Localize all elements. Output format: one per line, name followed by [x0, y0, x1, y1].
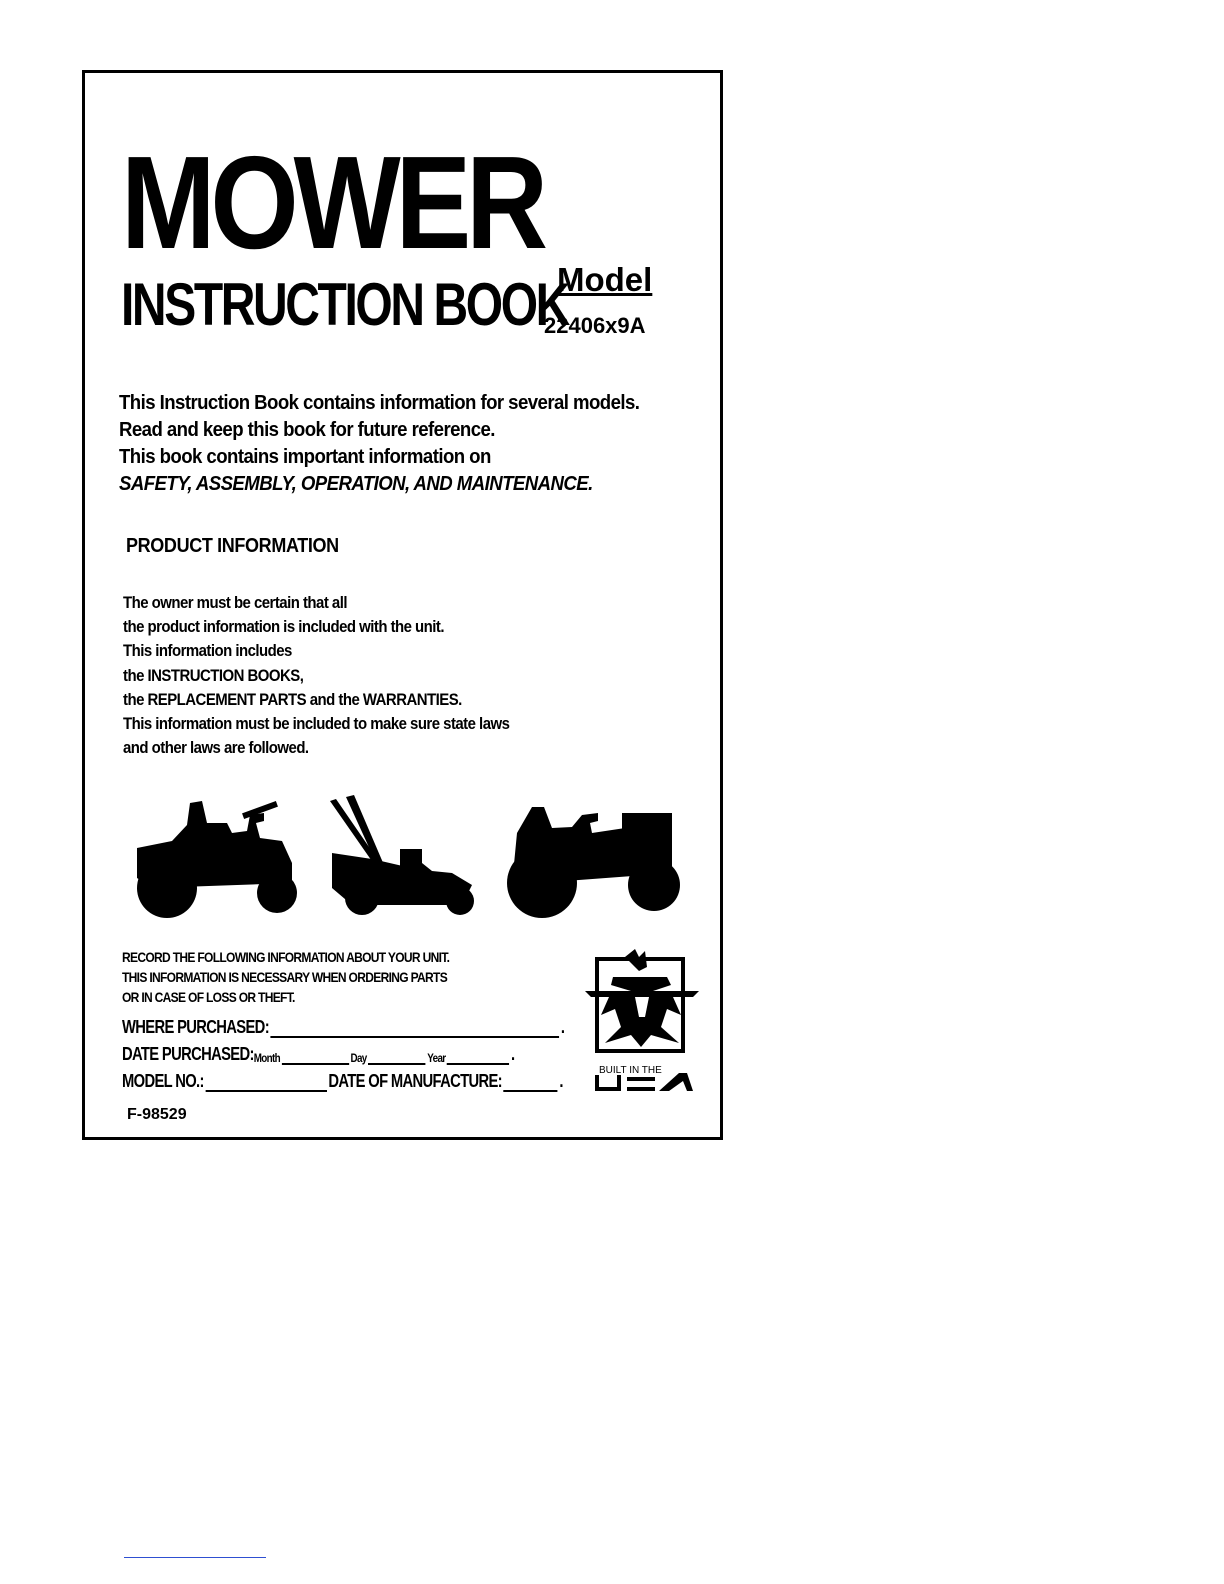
intro-line: Read and keep this book for future reference. — [119, 419, 495, 441]
where-purchased-row — [122, 1011, 564, 1038]
date-purchased-row — [122, 1038, 564, 1065]
record-line: RECORD THE FOLLOWING INFORMATION ABOUT YOUR UNIT. — [122, 949, 450, 965]
record-line: OR IN CASE OF LOSS OR THEFT. — [122, 989, 295, 1005]
product-info-line: This information includes — [123, 641, 292, 661]
year-field[interactable] — [447, 1047, 509, 1065]
intro-text — [119, 390, 639, 498]
day-label: Day — [350, 1051, 367, 1065]
model-number: 22406x9A — [544, 313, 646, 338]
product-info-text — [123, 591, 509, 760]
product-info-line: the INSTRUCTION BOOKS, — [123, 665, 304, 685]
push-mower-silhouette — [330, 795, 474, 915]
cover-page — [82, 70, 723, 1140]
intro-line: This Instruction Book contains information for several models. — [119, 392, 640, 414]
model-label: Model — [557, 261, 653, 298]
mower-illustrations — [132, 793, 692, 923]
year-label: Year — [427, 1051, 446, 1065]
model-no-label: MODEL NO.: — [122, 1071, 204, 1091]
form-code: F-98529 — [127, 1106, 187, 1123]
product-info-line: the product information is included with the unit. — [123, 617, 444, 637]
month-label: Month — [253, 1051, 280, 1065]
model-no-field[interactable] — [205, 1074, 326, 1092]
product-info-line: The owner must be certain that all — [123, 593, 347, 612]
product-info-heading: PRODUCT INFORMATION — [126, 535, 339, 557]
intro-topics: SAFETY, ASSEMBLY, OPERATION, AND MAINTENANCE. — [119, 473, 593, 495]
intro-line: This book contains important information on — [119, 446, 491, 468]
owner-record-form — [122, 1011, 564, 1092]
product-info-line: This information must be included to make sure state laws — [123, 714, 510, 734]
where-purchased-label: WHERE PURCHASED: — [122, 1017, 269, 1037]
garden-tractor-silhouette — [507, 807, 680, 918]
date-of-manufacture-label: DATE OF MANUFACTURE: — [328, 1071, 502, 1091]
record-line: THIS INFORMATION IS NECESSARY WHEN ORDERING PARTS — [122, 969, 448, 985]
footer-rule — [124, 1557, 266, 1558]
built-in-label: BUILT IN THE — [599, 1065, 662, 1076]
where-purchased-field[interactable] — [271, 1020, 560, 1038]
month-field[interactable] — [282, 1047, 349, 1065]
product-info-line: the REPLACEMENT PARTS and the WARRANTIES. — [123, 689, 462, 709]
end-mark: . — [559, 1071, 563, 1091]
date-of-manufacture-field[interactable] — [504, 1074, 558, 1092]
lawn-tractor-silhouette — [137, 801, 297, 918]
page-subtitle: INSTRUCTION BOOK — [121, 271, 568, 338]
product-info-line: and other laws are followed. — [123, 738, 309, 758]
model-row — [122, 1065, 564, 1092]
day-field[interactable] — [368, 1047, 425, 1065]
page-title: MOWER — [121, 129, 543, 276]
end-mark: . — [511, 1044, 515, 1064]
record-instructions — [122, 947, 449, 1007]
end-mark: . — [560, 1017, 565, 1037]
date-purchased-label: DATE PURCHASED: — [122, 1044, 254, 1064]
